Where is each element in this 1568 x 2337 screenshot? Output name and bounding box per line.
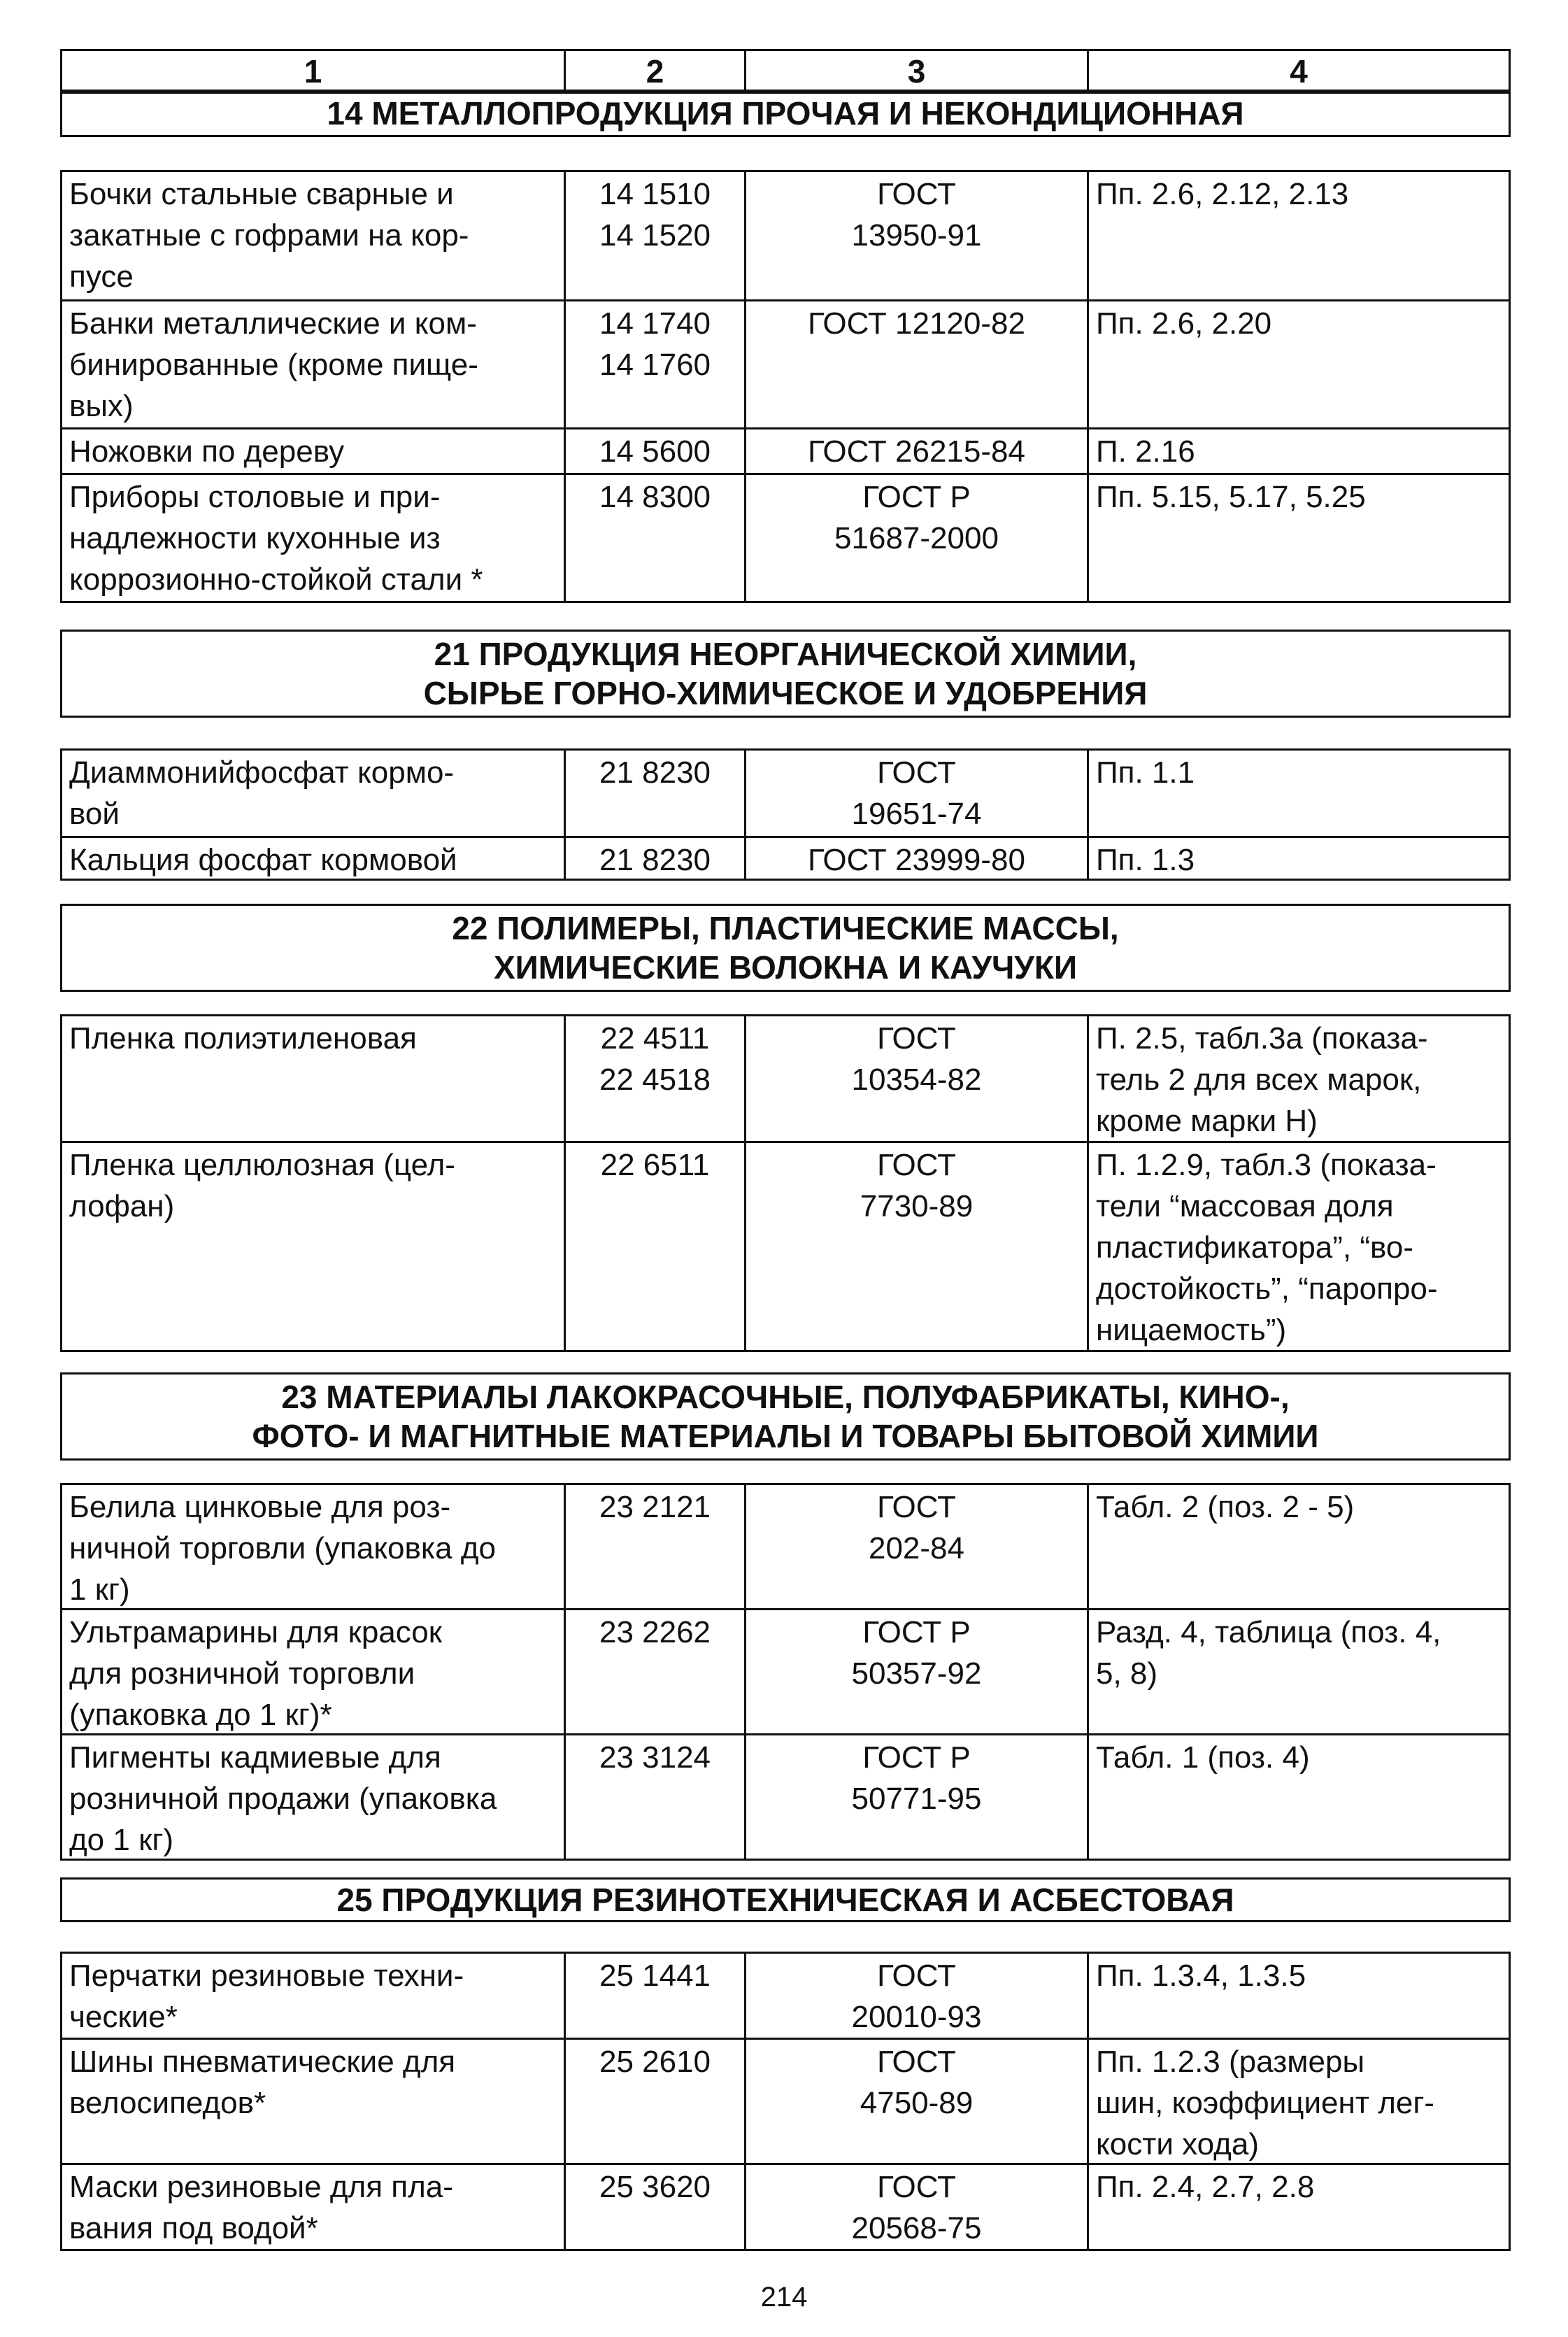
column-header-4: 4 [1290, 53, 1308, 90]
cell-clauses: П. 2.5, табл.3а (показа- тель 2 для всех марок, кроме марки Н) [1096, 1021, 1428, 1138]
cell-name: Банки металлические и ком- бинированные (кроме пище- вых) [62, 301, 566, 427]
cell-clauses: П. 2.16 [1096, 434, 1195, 469]
section-14-rows [60, 170, 1511, 603]
cell-clauses: Пп. 1.2.3 (размеры шин, коэффициент лег- кости хода) [1096, 2045, 1435, 2161]
cell-code: 21 8230 [566, 838, 746, 881]
cell-name: Белила цинковые для роз- ничной торговли (упаковка до 1 кг) [62, 1485, 566, 1610]
cell-code: 21 8230 [566, 751, 746, 836]
cell-name: Пленка целлюлозная (цел- лофан) [62, 1143, 566, 1351]
section-title-23: 23 МАТЕРИАЛЫ ЛАКОКРАСОЧНЫЕ, ПОЛУФАБРИКАТЫ, КИНО-, ФОТО- И МАГНИТНЫЕ МАТЕРИАЛЫ И ТОВАРЫ БЫТОВОЙ ХИМИИ [60, 1372, 1511, 1461]
section-22-rows [60, 1014, 1511, 1352]
cell-clauses: Пп. 1.3.4, 1.3.5 [1096, 1959, 1306, 1993]
table-row [62, 1485, 1509, 1610]
cell-standard: ГОСТ 19651-74 [746, 751, 1089, 836]
cell-name: Приборы столовые и при- надлежности кухонные из коррозионно-стойкой стали * [62, 475, 566, 601]
cell-name: Кальция фосфат кормовой [62, 838, 566, 881]
section-title-22: 22 ПОЛИМЕРЫ, ПЛАСТИЧЕСКИЕ МАССЫ, ХИМИЧЕСКИЕ ВОЛОКНА И КАУЧУКИ [60, 904, 1511, 992]
cell-code: 23 2262 [566, 1610, 746, 1735]
cell-standard: ГОСТ 7730-89 [746, 1143, 1089, 1351]
cell-clauses: Разд. 4, таблица (поз. 4, 5, 8) [1096, 1615, 1441, 1691]
cell-code: 14 1740 14 1760 [566, 301, 746, 427]
table-row [62, 1735, 1509, 1861]
cell-code: 14 1510 14 1520 [566, 172, 746, 299]
table-row [62, 751, 1509, 838]
cell-standard: ГОСТ 26215-84 [746, 429, 1089, 473]
cell-code: 22 6511 [566, 1143, 746, 1351]
cell-name: Ультрамарины для красок для розничной торговли (упаковка до 1 кг)* [62, 1610, 566, 1735]
cell-name: Перчатки резиновые техни- ческие* [62, 1954, 566, 2038]
section-23-rows [60, 1483, 1511, 1861]
cell-name: Пленка полиэтиленовая [62, 1016, 566, 1142]
cell-clauses: Пп. 5.15, 5.17, 5.25 [1096, 480, 1366, 514]
cell-code: 23 2121 [566, 1485, 746, 1610]
cell-code: 14 5600 [566, 429, 746, 473]
column-header-3: 3 [746, 51, 1089, 92]
section-25-rows [60, 1952, 1511, 2251]
cell-standard: ГОСТ 10354-82 [746, 1016, 1089, 1142]
table-row [62, 1143, 1509, 1352]
cell-standard: ГОСТ 12120-82 [746, 301, 1089, 427]
cell-name: Бочки стальные сварные и закатные с гофрами на кор- пусе [62, 172, 566, 299]
cell-name: Ножовки по дереву [62, 429, 566, 473]
cell-clauses: Табл. 1 (поз. 4) [1096, 1740, 1310, 1775]
table-row [62, 838, 1509, 881]
table-row [62, 1016, 1509, 1143]
cell-code: 22 4511 22 4518 [566, 1016, 746, 1142]
section-21-rows [60, 748, 1511, 881]
cell-standard: ГОСТ Р 50357-92 [746, 1610, 1089, 1735]
table-row [62, 172, 1509, 301]
cell-clauses: Пп. 2.4, 2.7, 2.8 [1096, 2170, 1315, 2204]
table-row [62, 2040, 1509, 2165]
table-row [62, 2165, 1509, 2251]
column-header-table [60, 49, 1511, 94]
cell-name: Маски резиновые для пла- вания под водой* [62, 2165, 566, 2249]
cell-standard: ГОСТ 202-84 [746, 1485, 1089, 1610]
section-title-21: 21 ПРОДУКЦИЯ НЕОРГАНИЧЕСКОЙ ХИМИИ, СЫРЬЕ ГОРНО-ХИМИЧЕСКОЕ И УДОБРЕНИЯ [60, 630, 1511, 718]
cell-standard: ГОСТ 4750-89 [746, 2040, 1089, 2165]
section-title-14: 14 МЕТАЛЛОПРОДУКЦИЯ ПРОЧАЯ И НЕКОНДИЦИОННАЯ [60, 90, 1511, 137]
cell-name: Шины пневматические для велосипедов* [62, 2040, 566, 2165]
table-row [62, 301, 1509, 429]
cell-standard: ГОСТ Р 51687-2000 [746, 475, 1089, 601]
cell-name: Диаммонийфосфат кормо- вой [62, 751, 566, 836]
table-row [62, 429, 1509, 475]
cell-clauses: Пп. 1.3 [1096, 843, 1195, 877]
cell-name: Пигменты кадмиевые для розничной продажи (упаковка до 1 кг) [62, 1735, 566, 1861]
table-row [62, 475, 1509, 603]
column-header-1: 1 [62, 51, 566, 92]
cell-standard: ГОСТ Р 50771-95 [746, 1735, 1089, 1861]
cell-clauses: Пп. 2.6, 2.20 [1096, 306, 1272, 341]
cell-clauses: Табл. 2 (поз. 2 - 5) [1096, 1490, 1355, 1524]
cell-standard: ГОСТ 13950-91 [746, 172, 1089, 299]
column-header-2: 2 [566, 51, 746, 92]
section-title-25: 25 ПРОДУКЦИЯ РЕЗИНОТЕХНИЧЕСКАЯ И АСБЕСТОВАЯ [60, 1877, 1511, 1922]
table-row [62, 1954, 1509, 2040]
cell-code: 23 3124 [566, 1735, 746, 1861]
cell-standard: ГОСТ 23999-80 [746, 838, 1089, 881]
cell-standard: ГОСТ 20010-93 [746, 1954, 1089, 2038]
cell-code: 25 2610 [566, 2040, 746, 2165]
cell-clauses: Пп. 2.6, 2.12, 2.13 [1096, 177, 1349, 211]
table-row [62, 1610, 1509, 1735]
cell-standard: ГОСТ 20568-75 [746, 2165, 1089, 2249]
cell-code: 25 1441 [566, 1954, 746, 2038]
cell-code: 14 8300 [566, 475, 746, 601]
page-number: 214 [760, 2282, 808, 2313]
cell-code: 25 3620 [566, 2165, 746, 2249]
cell-clauses: Пп. 1.1 [1096, 755, 1195, 790]
cell-clauses: П. 1.2.9, табл.3 (показа- тели “массовая доля пластификатора”, “во- достойкость”, “паропро- ницаемость”) [1096, 1148, 1438, 1347]
